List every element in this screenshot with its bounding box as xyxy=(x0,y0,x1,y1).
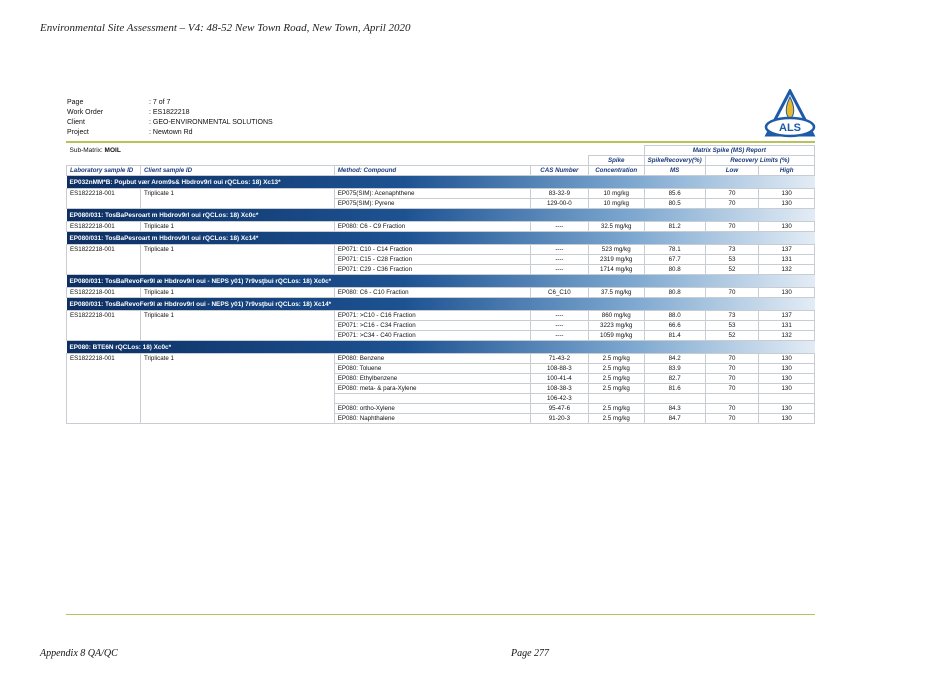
logo-text: ALS xyxy=(779,122,801,134)
cell-method: EP071: >C34 - C40 Fraction xyxy=(334,331,530,341)
section-title: EP080/031: TosBaRevoFer9l æ Hbdrov9rl oui - NEPS y01) 7r9vsţbui rQCLos: 18) Xc14* xyxy=(67,298,815,311)
cell-ms: 66.6 xyxy=(644,321,705,331)
cell-conc: 523 mg/kg xyxy=(588,245,644,255)
cell-cas: 83-32-9 xyxy=(530,189,588,199)
cell-conc xyxy=(588,394,644,404)
cell-low: 53 xyxy=(705,255,759,265)
cell-lab xyxy=(67,394,141,404)
cell-client xyxy=(140,199,334,209)
cell-low: 53 xyxy=(705,321,759,331)
cell-cas: ---- xyxy=(530,311,588,321)
cell-ms: 80.8 xyxy=(644,288,705,298)
cell-conc: 2.5 mg/kg xyxy=(588,374,644,384)
meta-row xyxy=(67,108,273,118)
meta-value: : 7 of 7 xyxy=(149,99,171,106)
section-title: EP080/031: TosBaRevoFer9l æ Hbdrov9rl oui - NEPS y01) 7r9vsţbui rQCLos: 18) Xc0c* xyxy=(67,275,815,288)
section-header xyxy=(67,176,815,189)
cell-high: 131 xyxy=(759,255,815,265)
section-title: EP080/031: TosBaPesroart m Hbdrov9rl oui rQCLos: 18) Xc14* xyxy=(67,232,815,245)
col-high-header: High xyxy=(759,166,815,176)
cell-low: 70 xyxy=(705,414,759,424)
cell-low: 70 xyxy=(705,288,759,298)
cell-high: 132 xyxy=(759,265,815,275)
cell-method: EP080: Naphthalene xyxy=(334,414,530,424)
meta-label: Page xyxy=(67,99,84,106)
cell-ms: 80.8 xyxy=(644,265,705,275)
table-row xyxy=(67,288,815,298)
cell-low: 70 xyxy=(705,222,759,232)
cell-client: Triplicate 1 xyxy=(140,189,334,199)
cell-cas: 129-00-0 xyxy=(530,199,588,209)
cell-lab xyxy=(67,321,141,331)
section-title: EP032nMM*B: Poμbut vær Arom9s& Hbdrov9rl oui rQCLos: 18) Xc13* xyxy=(67,176,815,189)
table-row xyxy=(67,311,815,321)
cell-client: Triplicate 1 xyxy=(140,222,334,232)
cell-ms: 85.6 xyxy=(644,189,705,199)
section-header xyxy=(67,298,815,311)
cell-method: EP071: >C16 - C34 Fraction xyxy=(334,321,530,331)
recovery-limits-header: Recovery Limits (%) xyxy=(705,156,814,166)
table-row xyxy=(67,374,815,384)
footer-rule xyxy=(66,614,815,615)
cell-low: 73 xyxy=(705,245,759,255)
cell-cas: 100-41-4 xyxy=(530,374,588,384)
cell-cas: ---- xyxy=(530,265,588,275)
cell-conc: 2319 mg/kg xyxy=(588,255,644,265)
cell-low: 70 xyxy=(705,189,759,199)
cell-lab xyxy=(67,414,141,424)
cell-ms: 84.2 xyxy=(644,354,705,364)
cell-cas: C6_C10 xyxy=(530,288,588,298)
table-row xyxy=(67,255,815,265)
cell-conc: 10 mg/kg xyxy=(588,199,644,209)
cell-client xyxy=(140,394,334,404)
cell-conc: 32.5 mg/kg xyxy=(588,222,644,232)
cell-conc: 37.5 mg/kg xyxy=(588,288,644,298)
table-row xyxy=(67,414,815,424)
report-meta xyxy=(67,98,273,138)
cell-cas: ---- xyxy=(530,222,588,232)
cell-high: 130 xyxy=(759,374,815,384)
cell-high: 130 xyxy=(759,354,815,364)
cell-ms: 84.3 xyxy=(644,404,705,414)
cell-conc: 1059 mg/kg xyxy=(588,331,644,341)
cell-client xyxy=(140,265,334,275)
meta-value: : Newtown Rd xyxy=(149,129,193,136)
cell-low: 52 xyxy=(705,265,759,275)
section-header xyxy=(67,232,815,245)
cell-low: 70 xyxy=(705,199,759,209)
cell-conc: 3223 mg/kg xyxy=(588,321,644,331)
cell-ms: 81.6 xyxy=(644,384,705,394)
cell-lab: ES1822218-001 xyxy=(67,288,141,298)
cell-conc: 1714 mg/kg xyxy=(588,265,644,275)
als-logo xyxy=(763,89,817,139)
cell-client xyxy=(140,321,334,331)
cell-low: 73 xyxy=(705,311,759,321)
section-header xyxy=(67,341,815,354)
cell-method: EP075(SIM): Acenaphthene xyxy=(334,189,530,199)
table-row xyxy=(67,189,815,199)
table-row xyxy=(67,321,815,331)
cell-high: 137 xyxy=(759,311,815,321)
cell-client: Triplicate 1 xyxy=(140,311,334,321)
cell-high: 131 xyxy=(759,321,815,331)
cell-low: 70 xyxy=(705,364,759,374)
cell-lab xyxy=(67,374,141,384)
cell-cas: 71-43-2 xyxy=(530,354,588,364)
cell-lab xyxy=(67,364,141,374)
cell-high: 132 xyxy=(759,331,815,341)
table-row xyxy=(67,265,815,275)
cell-low: 70 xyxy=(705,354,759,364)
cell-high: 130 xyxy=(759,384,815,394)
cell-client xyxy=(140,331,334,341)
meta-value: : GEO-ENVIRONMENTAL SOLUTIONS xyxy=(149,119,273,126)
table-row xyxy=(67,404,815,414)
cell-low xyxy=(705,394,759,404)
section-title: EP080/031: TosBaPesroart m Hbdrov9rl oui rQCLos: 18) Xc0c* xyxy=(67,209,815,222)
cell-lab: ES1822218-001 xyxy=(67,222,141,232)
cell-client: Triplicate 1 xyxy=(140,288,334,298)
cell-method: EP080: ortho-Xylene xyxy=(334,404,530,414)
meta-row xyxy=(67,98,273,108)
cell-ms: 82.7 xyxy=(644,374,705,384)
table-row xyxy=(67,384,815,394)
table-row xyxy=(67,245,815,255)
meta-value: : ES1822218 xyxy=(149,109,190,116)
cell-ms: 67.7 xyxy=(644,255,705,265)
section-header xyxy=(67,209,815,222)
cell-method xyxy=(334,394,530,404)
section-title: EP080: BTE6N rQCLos: 18) Xc0c* xyxy=(67,341,815,354)
cell-ms: 78.1 xyxy=(644,245,705,255)
table-row xyxy=(67,394,815,404)
cell-high: 130 xyxy=(759,364,815,374)
cell-cas: 91-20-3 xyxy=(530,414,588,424)
cell-client xyxy=(140,414,334,424)
table-row xyxy=(67,354,815,364)
cell-low: 52 xyxy=(705,331,759,341)
cell-method: EP080: meta- & para-Xylene xyxy=(334,384,530,394)
cell-low: 70 xyxy=(705,384,759,394)
cell-lab: ES1822218-001 xyxy=(67,189,141,199)
meta-label: Work Order xyxy=(67,109,104,116)
cell-client xyxy=(140,384,334,394)
group-header: Matrix Spike (MS) Report xyxy=(644,146,814,156)
cell-method: EP071: C10 - C14 Fraction xyxy=(334,245,530,255)
cell-ms xyxy=(644,394,705,404)
sub-matrix-label: Sub-Matrix: xyxy=(69,146,103,154)
cell-lab xyxy=(67,199,141,209)
cell-lab xyxy=(67,404,141,414)
cell-method: EP080: Toluene xyxy=(334,364,530,374)
cell-high: 130 xyxy=(759,414,815,424)
section-header xyxy=(67,275,815,288)
meta-row xyxy=(67,118,273,128)
sub-matrix-value: MOIL xyxy=(104,146,121,154)
header-rule xyxy=(66,141,815,143)
spike-header: Spike xyxy=(588,156,644,166)
cell-ms: 83.9 xyxy=(644,364,705,374)
cell-cas: 106-42-3 xyxy=(530,394,588,404)
col-low-header: Low xyxy=(705,166,759,176)
col-ms-header: MS xyxy=(644,166,705,176)
cell-method: EP071: >C10 - C16 Fraction xyxy=(334,311,530,321)
cell-cas: 95-47-6 xyxy=(530,404,588,414)
cell-conc: 2.5 mg/kg xyxy=(588,414,644,424)
cell-cas: ---- xyxy=(530,245,588,255)
cell-ms: 88.0 xyxy=(644,311,705,321)
cell-method: EP080: Ethylbenzene xyxy=(334,374,530,384)
cell-lab xyxy=(67,384,141,394)
cell-conc: 860 mg/kg xyxy=(588,311,644,321)
cell-conc: 2.5 mg/kg xyxy=(588,384,644,394)
matrix-spike-table xyxy=(66,145,815,424)
cell-low: 70 xyxy=(705,374,759,384)
cell-lab xyxy=(67,255,141,265)
cell-lab: ES1822218-001 xyxy=(67,354,141,364)
cell-lab: ES1822218-001 xyxy=(67,245,141,255)
cell-ms: 81.2 xyxy=(644,222,705,232)
cell-conc: 10 mg/kg xyxy=(588,189,644,199)
spike-recovery-header: SpikeRecovery(%) xyxy=(644,156,705,166)
cell-client xyxy=(140,404,334,414)
cell-conc: 2.5 mg/kg xyxy=(588,354,644,364)
cell-high: 130 xyxy=(759,404,815,414)
cell-cas: 108-88-3 xyxy=(530,364,588,374)
cell-conc: 2.5 mg/kg xyxy=(588,404,644,414)
col-method-header: Method: Compound xyxy=(334,166,530,176)
cell-ms: 81.4 xyxy=(644,331,705,341)
cell-client xyxy=(140,364,334,374)
cell-high: 130 xyxy=(759,199,815,209)
cell-client xyxy=(140,374,334,384)
cell-cas: ---- xyxy=(530,331,588,341)
cell-high: 130 xyxy=(759,222,815,232)
cell-ms: 80.5 xyxy=(644,199,705,209)
cell-method: EP071: C15 - C28 Fraction xyxy=(334,255,530,265)
cell-cas: 108-38-3 xyxy=(530,384,588,394)
cell-cas: ---- xyxy=(530,321,588,331)
cell-lab xyxy=(67,265,141,275)
cell-client: Triplicate 1 xyxy=(140,245,334,255)
cell-high: 130 xyxy=(759,189,815,199)
cell-method: EP075(SIM): Pyrene xyxy=(334,199,530,209)
col-client-header: Client sample ID xyxy=(140,166,334,176)
meta-label: Project xyxy=(67,129,89,136)
cell-method: EP080: C6 - C9 Fraction xyxy=(334,222,530,232)
col-conc-header: Concentration xyxy=(588,166,644,176)
footer-appendix: Appendix 8 QA/QC xyxy=(40,648,118,659)
cell-client xyxy=(140,255,334,265)
cell-method: EP080: Benzene xyxy=(334,354,530,364)
cell-lab xyxy=(67,331,141,341)
table-row xyxy=(67,199,815,209)
meta-label: Client xyxy=(67,119,85,126)
table-row xyxy=(67,364,815,374)
footer-page-number: Page 277 xyxy=(511,648,550,659)
cell-high: 137 xyxy=(759,245,815,255)
cell-conc: 2.5 mg/kg xyxy=(588,364,644,374)
cell-lab: ES1822218-001 xyxy=(67,311,141,321)
table-row xyxy=(67,331,815,341)
cell-method: EP080: C6 - C10 Fraction xyxy=(334,288,530,298)
col-lab-header: Laboratory sample ID xyxy=(67,166,141,176)
document-header-title: Environmental Site Assessment – V4: 48-52 New Town Road, New Town, April 2020 xyxy=(40,22,411,34)
cell-client: Triplicate 1 xyxy=(140,354,334,364)
cell-ms: 84.7 xyxy=(644,414,705,424)
cell-low: 70 xyxy=(705,404,759,414)
meta-row xyxy=(67,128,273,138)
col-cas-header: CAS Number xyxy=(530,166,588,176)
cell-high xyxy=(759,394,815,404)
cell-method: EP071: C29 - C36 Fraction xyxy=(334,265,530,275)
table-row xyxy=(67,222,815,232)
cell-high: 130 xyxy=(759,288,815,298)
cell-cas: ---- xyxy=(530,255,588,265)
